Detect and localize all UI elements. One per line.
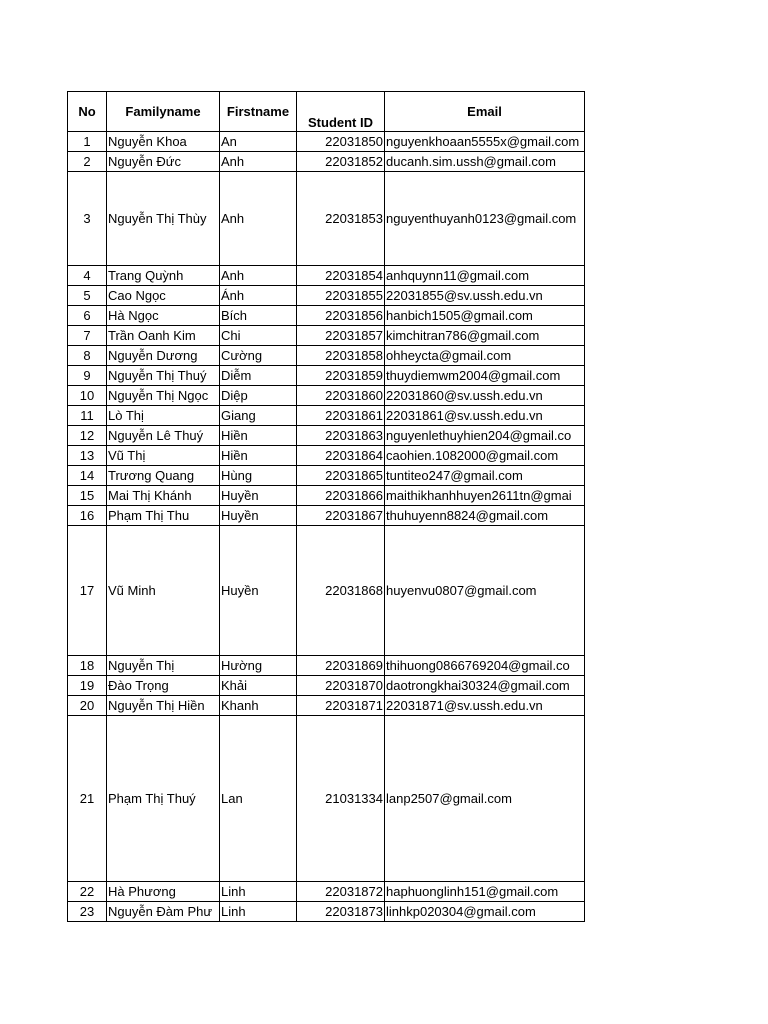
- table-row: [68, 172, 585, 266]
- cell-student-id[interactable]: 22031861: [297, 406, 385, 426]
- cell-no[interactable]: 6: [68, 306, 107, 326]
- table-row: [68, 326, 585, 346]
- cell-firstname[interactable]: Hiền: [220, 426, 297, 446]
- table-row: [68, 676, 585, 696]
- cell-familyname[interactable]: Vũ Thị: [107, 446, 220, 466]
- cell-email[interactable]: thuydiemwm2004@gmail.com: [385, 366, 585, 386]
- cell-no[interactable]: 12: [68, 426, 107, 446]
- cell-familyname[interactable]: Hà Phương: [107, 882, 220, 902]
- cell-no[interactable]: 3: [68, 172, 107, 266]
- cell-no[interactable]: 16: [68, 506, 107, 526]
- cell-familyname[interactable]: Cao Ngọc: [107, 286, 220, 306]
- cell-familyname[interactable]: Mai Thị Khánh: [107, 486, 220, 506]
- cell-no[interactable]: 8: [68, 346, 107, 366]
- cell-student-id[interactable]: 22031868: [297, 526, 385, 656]
- cell-email[interactable]: 22031871@sv.ussh.edu.vn: [385, 696, 585, 716]
- cell-student-id[interactable]: 22031854: [297, 266, 385, 286]
- header-firstname[interactable]: Firstname: [220, 92, 297, 132]
- cell-email[interactable]: caohien.1082000@gmail.com: [385, 446, 585, 466]
- cell-familyname[interactable]: Lò Thị: [107, 406, 220, 426]
- cell-familyname[interactable]: Nguyễn Thị: [107, 656, 220, 676]
- cell-student-id[interactable]: 22031853: [297, 172, 385, 266]
- cell-email[interactable]: ohheycta@gmail.com: [385, 346, 585, 366]
- cell-student-id[interactable]: 22031869: [297, 656, 385, 676]
- table-row: [68, 486, 585, 506]
- cell-firstname[interactable]: Chi: [220, 326, 297, 346]
- cell-familyname[interactable]: Đào Trọng: [107, 676, 220, 696]
- cell-email[interactable]: nguyenlethuyhien204@gmail.co: [385, 426, 585, 446]
- cell-student-id[interactable]: 22031857: [297, 326, 385, 346]
- cell-firstname[interactable]: Khải: [220, 676, 297, 696]
- cell-student-id[interactable]: 22031864: [297, 446, 385, 466]
- table-row: [68, 426, 585, 446]
- cell-student-id[interactable]: 22031865: [297, 466, 385, 486]
- cell-firstname[interactable]: Linh: [220, 882, 297, 902]
- header-no[interactable]: No: [68, 92, 107, 132]
- cell-no[interactable]: 22: [68, 882, 107, 902]
- cell-familyname[interactable]: Nguyễn Thị Ngọc: [107, 386, 220, 406]
- student-table: [67, 91, 585, 922]
- cell-no[interactable]: 17: [68, 526, 107, 656]
- cell-no[interactable]: 21: [68, 716, 107, 882]
- cell-no[interactable]: 11: [68, 406, 107, 426]
- table-row: [68, 152, 585, 172]
- table-row: [68, 346, 585, 366]
- table-row: [68, 696, 585, 716]
- cell-student-id[interactable]: 22031859: [297, 366, 385, 386]
- cell-no[interactable]: 5: [68, 286, 107, 306]
- cell-email[interactable]: nguyenthuyanh0123@gmail.com: [385, 172, 585, 266]
- table-row: [68, 882, 585, 902]
- cell-firstname[interactable]: An: [220, 132, 297, 152]
- cell-firstname[interactable]: Diễm: [220, 366, 297, 386]
- cell-email[interactable]: thihuong0866769204@gmail.co: [385, 656, 585, 676]
- cell-familyname[interactable]: Nguyễn Thị Thùy: [107, 172, 220, 266]
- cell-student-id[interactable]: 22031863: [297, 426, 385, 446]
- cell-email[interactable]: linhkp020304@gmail.com: [385, 902, 585, 922]
- cell-familyname[interactable]: Nguyễn Đức: [107, 152, 220, 172]
- cell-email[interactable]: nguyenkhoaan5555x@gmail.com: [385, 132, 585, 152]
- header-student-id[interactable]: Student ID: [297, 112, 385, 132]
- cell-no[interactable]: 18: [68, 656, 107, 676]
- cell-student-id[interactable]: 22031870: [297, 676, 385, 696]
- cell-student-id[interactable]: 22031858: [297, 346, 385, 366]
- cell-no[interactable]: 1: [68, 132, 107, 152]
- cell-email[interactable]: hanbich1505@gmail.com: [385, 306, 585, 326]
- table-row: [68, 266, 585, 286]
- cell-firstname[interactable]: Khanh: [220, 696, 297, 716]
- cell-firstname[interactable]: Ánh: [220, 286, 297, 306]
- cell-email[interactable]: maithikhanhhuyen2611tn@gmai: [385, 486, 585, 506]
- cell-email[interactable]: kimchitran786@gmail.com: [385, 326, 585, 346]
- table-body: [68, 132, 585, 922]
- table-row: [68, 306, 585, 326]
- cell-no[interactable]: 20: [68, 696, 107, 716]
- table-row: [68, 902, 585, 922]
- cell-no[interactable]: 10: [68, 386, 107, 406]
- cell-firstname[interactable]: Anh: [220, 266, 297, 286]
- cell-firstname[interactable]: Diệp: [220, 386, 297, 406]
- cell-student-id[interactable]: 22031860: [297, 386, 385, 406]
- cell-email[interactable]: haphuonglinh151@gmail.com: [385, 882, 585, 902]
- cell-firstname[interactable]: Hiền: [220, 446, 297, 466]
- cell-no[interactable]: 15: [68, 486, 107, 506]
- cell-student-id[interactable]: 22031855: [297, 286, 385, 306]
- header-email[interactable]: Email: [385, 92, 585, 132]
- cell-familyname[interactable]: Phạm Thị Thu: [107, 506, 220, 526]
- cell-no[interactable]: 13: [68, 446, 107, 466]
- cell-firstname[interactable]: Anh: [220, 152, 297, 172]
- cell-firstname[interactable]: Hùng: [220, 466, 297, 486]
- cell-email[interactable]: anhquynn11@gmail.com: [385, 266, 585, 286]
- cell-email[interactable]: lanp2507@gmail.com: [385, 716, 585, 882]
- cell-familyname[interactable]: Trang Quỳnh: [107, 266, 220, 286]
- cell-firstname[interactable]: Huyền: [220, 486, 297, 506]
- cell-email[interactable]: daotrongkhai30324@gmail.com: [385, 676, 585, 696]
- cell-email[interactable]: 22031861@sv.ussh.edu.vn: [385, 406, 585, 426]
- cell-email[interactable]: thuhuyenn8824@gmail.com: [385, 506, 585, 526]
- cell-student-id[interactable]: 22031873: [297, 902, 385, 922]
- cell-student-id[interactable]: 22031866: [297, 486, 385, 506]
- cell-student-id[interactable]: 22031867: [297, 506, 385, 526]
- cell-email[interactable]: 22031855@sv.ussh.edu.vn: [385, 286, 585, 306]
- cell-familyname[interactable]: Nguyễn Dương: [107, 346, 220, 366]
- cell-email[interactable]: 22031860@sv.ussh.edu.vn: [385, 386, 585, 406]
- table-row: [68, 286, 585, 306]
- header-familyname[interactable]: Familyname: [107, 92, 220, 132]
- cell-student-id[interactable]: 22031850: [297, 132, 385, 152]
- cell-familyname[interactable]: Vũ Minh: [107, 526, 220, 656]
- cell-email[interactable]: ducanh.sim.ussh@gmail.com: [385, 152, 585, 172]
- cell-student-id[interactable]: 22031852: [297, 152, 385, 172]
- cell-firstname[interactable]: Lan: [220, 716, 297, 882]
- table-row: [68, 506, 585, 526]
- cell-student-id[interactable]: 21031334: [297, 716, 385, 882]
- cell-familyname[interactable]: Nguyễn Đàm Phư: [107, 902, 220, 922]
- table-row: [68, 386, 585, 406]
- cell-firstname[interactable]: Cường: [220, 346, 297, 366]
- table-row: [68, 656, 585, 676]
- cell-familyname[interactable]: Trương Quang: [107, 466, 220, 486]
- table-row: [68, 406, 585, 426]
- cell-no[interactable]: 19: [68, 676, 107, 696]
- cell-familyname[interactable]: Nguyễn Thị Thuý: [107, 366, 220, 386]
- table-row: [68, 366, 585, 386]
- cell-firstname[interactable]: Bích: [220, 306, 297, 326]
- cell-familyname[interactable]: Nguyễn Thị Hiền: [107, 696, 220, 716]
- cell-student-id[interactable]: 22031871: [297, 696, 385, 716]
- cell-student-id[interactable]: 22031856: [297, 306, 385, 326]
- table-row: [68, 716, 585, 882]
- cell-no[interactable]: 9: [68, 366, 107, 386]
- cell-no[interactable]: 4: [68, 266, 107, 286]
- cell-firstname[interactable]: Giang: [220, 406, 297, 426]
- table-row: [68, 526, 585, 656]
- cell-firstname[interactable]: Anh: [220, 172, 297, 266]
- cell-email[interactable]: huyenvu0807@gmail.com: [385, 526, 585, 656]
- cell-no[interactable]: 7: [68, 326, 107, 346]
- cell-no[interactable]: 2: [68, 152, 107, 172]
- cell-familyname[interactable]: Phạm Thị Thuý: [107, 716, 220, 882]
- cell-familyname[interactable]: Nguyễn Khoa: [107, 132, 220, 152]
- table-row: [68, 132, 585, 152]
- cell-firstname[interactable]: Linh: [220, 902, 297, 922]
- cell-email[interactable]: tuntiteo247@gmail.com: [385, 466, 585, 486]
- cell-familyname[interactable]: Nguyễn Lê Thuý: [107, 426, 220, 446]
- cell-student-id[interactable]: 22031872: [297, 882, 385, 902]
- cell-firstname[interactable]: Huyền: [220, 526, 297, 656]
- header-student-id-top[interactable]: [297, 92, 385, 112]
- cell-firstname[interactable]: Huyền: [220, 506, 297, 526]
- table-row: [68, 466, 585, 486]
- cell-familyname[interactable]: Trần Oanh Kim: [107, 326, 220, 346]
- cell-firstname[interactable]: Hường: [220, 656, 297, 676]
- cell-no[interactable]: 23: [68, 902, 107, 922]
- table-row: [68, 446, 585, 466]
- spreadsheet: [67, 91, 585, 922]
- cell-no[interactable]: 14: [68, 466, 107, 486]
- cell-familyname[interactable]: Hà Ngọc: [107, 306, 220, 326]
